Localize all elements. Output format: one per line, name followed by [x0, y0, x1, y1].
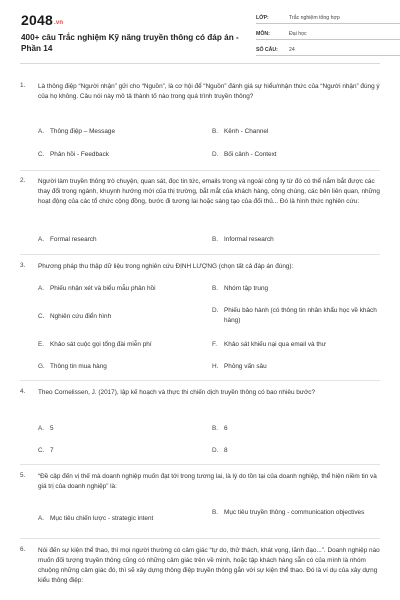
option-text: Phiếu nhận xét và biểu mẫu phản hồi: [50, 285, 156, 292]
option-text: Phản hồi - Feedback: [50, 151, 109, 158]
option-letter: C.: [38, 313, 45, 320]
option-text: Kênh - Channel: [224, 128, 269, 135]
option-d[interactable]: [212, 150, 384, 160]
option-b[interactable]: [212, 424, 384, 434]
option-a[interactable]: [38, 514, 210, 524]
question-2: [20, 177, 380, 249]
option-text: Nghiên cứu điển hình: [50, 313, 112, 320]
option-letter: B.: [212, 509, 219, 516]
option-a[interactable]: [38, 424, 210, 434]
option-a[interactable]: [38, 235, 210, 245]
option-letter: G.: [38, 363, 45, 370]
option-text: Khảo sát cuộc gọi tổng đài miễn phí: [50, 341, 152, 348]
option-c[interactable]: [38, 312, 210, 322]
option-letter: A.: [38, 236, 45, 243]
question-text: Theo Cornelissen, J. (2017), lập kế hoạch và thực thi chiến dịch truyền thông có bao nhiêu bước?: [38, 389, 316, 396]
option-letter: D.: [212, 447, 219, 454]
info-value: Đại học: [289, 30, 307, 37]
option-letter: D.: [212, 307, 219, 314]
info-label: SỐ CÂU:: [256, 46, 278, 53]
question-number: 4.: [20, 388, 26, 395]
option-text: 5: [50, 425, 54, 432]
option-letter: C.: [38, 447, 45, 454]
question-number: 1.: [20, 82, 26, 89]
option-g[interactable]: [38, 362, 210, 372]
info-value: 24: [289, 46, 295, 53]
option-b[interactable]: [212, 127, 384, 137]
option-text: 7: [50, 447, 54, 454]
option-d[interactable]: [212, 446, 384, 456]
option-text: Mục tiêu chiến lược - strategic intent: [50, 515, 154, 522]
question-5: [20, 472, 380, 532]
option-b[interactable]: [212, 284, 384, 294]
option-letter: D.: [212, 151, 219, 158]
option-text: 6: [224, 425, 228, 432]
option-c[interactable]: [38, 150, 210, 160]
option-a[interactable]: [38, 127, 210, 137]
option-letter: B.: [212, 128, 219, 135]
question-3: [20, 262, 380, 374]
question-divider: [20, 538, 380, 539]
option-letter: A.: [38, 515, 45, 522]
info-row-class: [256, 12, 400, 24]
option-f[interactable]: [212, 340, 384, 350]
option-d[interactable]: [212, 306, 384, 325]
question-number: 2.: [20, 177, 26, 184]
question-number: 5.: [20, 472, 26, 479]
option-text: Bối cảnh - Context: [224, 151, 277, 158]
option-b[interactable]: [212, 235, 384, 245]
option-text: Khảo sát khiếu nại qua email và thư: [224, 341, 326, 348]
document-title: 400+ câu Trắc nghiệm Kỹ năng truyền thông có đáp án - Phần 14: [21, 33, 239, 53]
option-text: Thông điệp – Message: [50, 128, 116, 135]
info-value: Trắc nghiệm tổng hợp: [289, 14, 340, 21]
question-text: “Đề cập đến vị thế mà doanh nghiệp muốn đạt tới trong tương lai, là lý do tồn tại của doanh nghiệp, thể hiện niềm tin và giá trị của doanh nghiệp” là:: [38, 473, 377, 490]
option-text: Formal research: [50, 236, 97, 243]
option-text: Phiếu bảo hành (có thông tin nhân khẩu học về khách hàng): [224, 307, 377, 324]
option-text: Phỏng vấn sâu: [224, 363, 267, 370]
option-c[interactable]: [38, 446, 210, 456]
option-h[interactable]: [212, 362, 384, 372]
info-label: LỚP:: [256, 14, 269, 21]
document-info: [256, 12, 400, 60]
question-6: [20, 546, 380, 598]
option-letter: C.: [38, 151, 45, 158]
option-e[interactable]: [38, 340, 210, 350]
question-divider: [20, 380, 380, 381]
option-b[interactable]: [212, 508, 384, 518]
question-divider: [20, 464, 380, 465]
option-letter: A.: [38, 285, 45, 292]
question-4: [20, 388, 380, 458]
option-a[interactable]: [38, 284, 210, 294]
question-text: Là thông điệp “Người nhận” gửi cho “Nguồn”, là cơ hội để “Nguồn” đánh giá sự hiểu/nhận thức của “Người nhận” đúng ý của họ không. Câu nói này mô tả thành tố nào trong quá trình truyền thông?: [38, 83, 380, 100]
option-letter: A.: [38, 128, 45, 135]
question-number: 3.: [20, 262, 26, 269]
question-divider: [20, 170, 380, 171]
option-text: Mục tiêu truyền thông - communication objectives: [224, 509, 365, 516]
option-letter: E.: [38, 341, 45, 348]
option-letter: A.: [38, 425, 45, 432]
question-divider: [20, 254, 380, 255]
logo-main: 2048: [21, 12, 53, 28]
question-1: [20, 82, 380, 164]
option-letter: F.: [212, 341, 217, 348]
site-logo[interactable]: [21, 12, 63, 28]
info-label: MÔN:: [256, 30, 270, 37]
logo-suffix: .vn: [53, 20, 64, 26]
info-row-count: [256, 44, 400, 56]
question-text: Nói đến sự kiện thể thao, thì mọi người thường có cảm giác “tự do, thử thách, khát vọng, lãnh đạo...”. Doanh nghiệp nào muốn đối tượng truyền thông cũng có những cảm giác trên về mình, hoặc tập khách hàng sẵn có của mình là nhóm chuộng những cảm giác đó, thì sẽ xây dựng thông điệp truyền thông gắn với sự kiện thể thao. Đó là ví dụ của xây dựng kiểu thông điệp:: [38, 547, 380, 584]
question-number: 6.: [20, 546, 26, 553]
option-text: Informal research: [224, 236, 274, 243]
option-text: 8: [224, 447, 228, 454]
option-letter: B.: [212, 285, 219, 292]
info-row-subject: [256, 28, 400, 40]
option-letter: H.: [212, 363, 219, 370]
question-text: Phương pháp thu thập dữ liệu trong nghiên cứu ĐỊNH LƯỢNG (chọn tất cả đáp án đúng):: [38, 263, 294, 270]
option-text: Nhóm tập trung: [224, 285, 269, 292]
document-header: [20, 0, 380, 64]
option-letter: B.: [212, 425, 219, 432]
question-text: Người làm truyền thông trò chuyện, quan sát, đọc tin tức, emails trong và ngoài công ty từ đó có thể nắm bắt được các thay đổi trong ngành, khuynh hướng mới của thị trường, bắt mắt của khách hàng, công chúng, các bên liên quan, những hoạt động của các tổ chức cộng đồng, bước đi tương lai hoặc sáng tạo của đối thủ... Đó là hình thức nghiên cứu:: [38, 178, 380, 205]
option-letter: B.: [212, 236, 219, 243]
option-text: Thông tin mua hàng: [50, 363, 107, 370]
